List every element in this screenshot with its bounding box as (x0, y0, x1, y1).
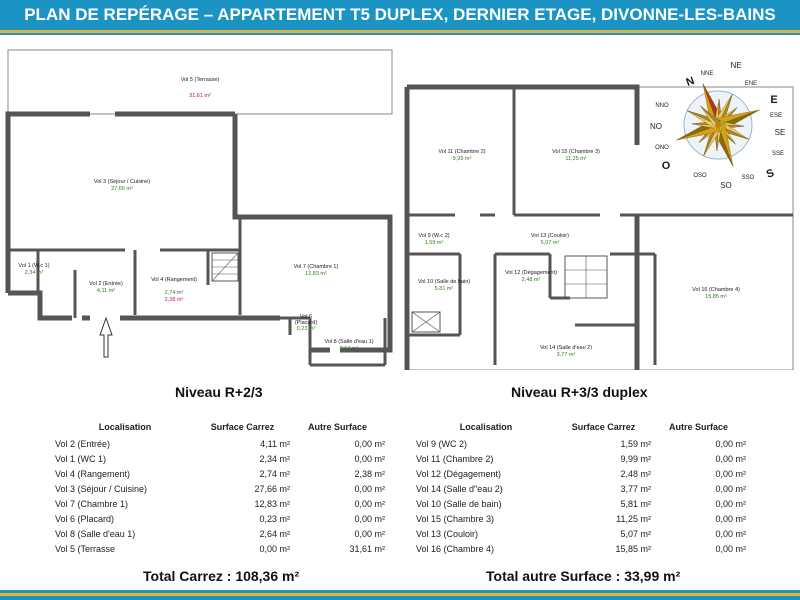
col-loc: Localisation (98, 422, 152, 432)
col-carrez: Surface Carrez (210, 422, 275, 432)
compass-ono: ONO (655, 145, 669, 151)
header-stripe-blue (0, 33, 800, 35)
compass-ene: ENE (744, 81, 758, 87)
entrance-arrow-icon (100, 318, 112, 357)
room-label-vol14: Vol 14 (Salle d'eau 2) (539, 345, 593, 351)
room-label-vol15: Vol 15 (Chambre 3) (552, 149, 600, 155)
compass-s: S (764, 167, 776, 181)
table-row: Vol 9 (WC 2) 1,59 m² 0,00 m² (416, 438, 746, 449)
room-area-vol15: 11,25 m² (565, 156, 587, 162)
compass-so: SO (720, 181, 732, 190)
room-label-vol11: Vol 11 (Chambre 2) (438, 149, 486, 155)
table-row: Vol 7 (Chambre 1) 12,83 m² 0,00 m² (55, 498, 385, 509)
compass-ne: NE (730, 61, 742, 70)
compass-se: SE (774, 128, 786, 137)
compass-nno: NNO (655, 103, 669, 109)
room-label-vol10: Vol 10 (Salle de bain) (417, 279, 471, 285)
col-carrez: Surface Carrez (571, 422, 636, 432)
table-row: Vol 14 (Salle d"eau 2) 3,77 m² 0,00 m² (416, 483, 746, 494)
room-area-vol6: 0,23 m² (296, 326, 316, 332)
total-other-surface: Total autre Surface : 33,99 m² (486, 568, 681, 584)
col-loc: Localisation (459, 422, 513, 432)
table-row: Vol 6 (Placard) 0,23 m² 0,00 m² (55, 513, 385, 524)
room-label-vol7: Vol 7 (Chambre 1) (293, 264, 339, 270)
compass-n: N (684, 74, 697, 89)
room-area-vol7: 12,83 m² (305, 271, 327, 277)
level-title-right: Niveau R+3/3 duplex (511, 384, 648, 400)
table-row: Vol 15 (Chambre 3) 11,25 m² 0,00 m² (416, 513, 746, 524)
compass-no: NO (650, 122, 662, 131)
table-row: Vol 13 (Couloir) 5,07 m² 0,00 m² (416, 528, 746, 539)
room-area-vol4: 2,74 m² (164, 290, 184, 296)
room-label-vol9: Vol 9 (W.c 2) (418, 233, 450, 239)
room-area-vol14: 3,77 m² (556, 352, 576, 358)
col-other: Autre Surface (668, 422, 729, 432)
walls-left (8, 114, 390, 350)
room-area-vol16: 15,85 m² (705, 294, 727, 300)
compass-e: E (770, 94, 778, 106)
table-row: Vol 16 (Chambre 4) 15,85 m² 0,00 m² (416, 543, 746, 554)
total-carrez: Total Carrez : 108,36 m² (143, 568, 300, 584)
room-area-vol9: 1,59 m² (424, 240, 444, 246)
surface-table-left (55, 418, 385, 556)
table-header-row (416, 418, 746, 436)
room-area-vol10: 5,81 m² (434, 286, 454, 292)
compass-ese: ESE (769, 113, 783, 119)
page-header (0, 0, 800, 30)
room-label-vol2: Vol 2 (Entrée) (89, 281, 123, 287)
room-area-vol12: 2,48 m² (521, 277, 541, 283)
room-area-vol11: 9,99 m² (452, 156, 472, 162)
room-area-vol1: 2,34 m² (24, 270, 44, 276)
table-header-row (55, 418, 385, 436)
compass-rose-icon (648, 55, 788, 195)
room-label-vol1: Vol 1 (W.c 1) (18, 263, 50, 269)
table-row: Vol 1 (WC 1) 2,34 m² 0,00 m² (55, 453, 385, 464)
compass-sso: SSO (741, 175, 755, 181)
room-label2-vol6: (Placard) (294, 320, 318, 326)
room-label-vol12: Vol 12 (Dégagement) (505, 270, 557, 276)
room-label-vol13: Vol 13 (Couloir) (531, 233, 569, 239)
room-label-vol8: Vol 8 (Salle d'eau 1) (324, 339, 374, 345)
room-area-vol8: 2,64 m² (339, 346, 359, 352)
surface-table-right (416, 418, 746, 556)
room-area-vol2: 4,11 m² (96, 288, 116, 294)
room-label-vol16: Vol 16 (Chambre 4) (692, 287, 740, 293)
walls-right (407, 87, 637, 370)
table-row: Vol 10 (Salle de bain) 5,81 m² 0,00 m² (416, 498, 746, 509)
floor-plan-r2 (0, 45, 400, 375)
table-row: Vol 8 (Salle d'eau 1) 2,64 m² 0,00 m² (55, 528, 385, 539)
room-area2-vol4: 2,38 m² (164, 297, 184, 303)
footer-stripe-blue-2 (0, 596, 800, 600)
compass-nne: NNE (700, 71, 714, 77)
table-row: Vol 5 (Terrasse 0,00 m² 31,61 m² (55, 543, 385, 554)
page-title: PLAN DE REPÉRAGE – APPARTEMENT T5 DUPLEX, DERNIER ETAGE, DIVONNE-LES-BAINS (24, 5, 776, 24)
room-label-vol5: Vol 5 (Terrasse) (180, 77, 220, 83)
table-row: Vol 3 (Séjour / Cuisine) 27,66 m² 0,00 m² (55, 483, 385, 494)
compass-sse: SSE (771, 151, 785, 157)
table-row: Vol 12 (Dégagement) 2,48 m² 0,00 m² (416, 468, 746, 479)
level-title-left: Niveau R+2/3 (175, 384, 263, 400)
compass-o: O (661, 160, 671, 172)
room-area-vol13: 5,07 m² (540, 240, 560, 246)
room-label-vol4: Vol 4 (Rangement) (151, 277, 197, 283)
room-label-vol3: Vol 3 (Séjour / Cuisine) (93, 179, 151, 185)
table-row: Vol 11 (Chambre 2) 9,99 m² 0,00 m² (416, 453, 746, 464)
col-other: Autre Surface (307, 422, 368, 432)
compass-oso: OSO (693, 173, 707, 179)
room-label-vol6: Vol 6 (299, 314, 313, 320)
room-area-vol5: 31,61 m² (189, 93, 211, 99)
table-row: Vol 2 (Entrée) 4,11 m² 0,00 m² (55, 438, 385, 449)
room-area-vol3: 27,66 m² (111, 186, 133, 192)
table-row: Vol 4 (Rangement) 2,74 m² 2,38 m² (55, 468, 385, 479)
